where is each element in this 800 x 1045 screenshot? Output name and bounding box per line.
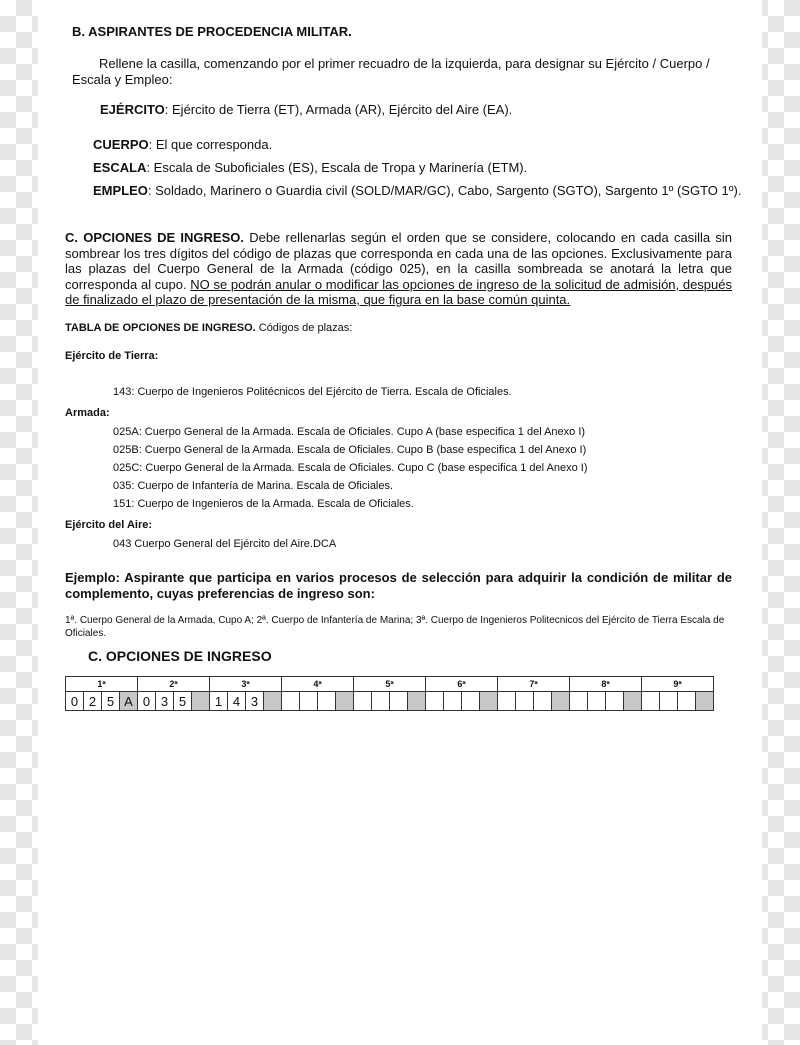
group-item: 035: Cuerpo de Infantería de Marina. Escala de Oficiales. bbox=[113, 480, 394, 492]
ejercito-line bbox=[100, 102, 512, 117]
cupo-letter-cell[interactable]: A bbox=[120, 692, 138, 711]
option-number: 3ª bbox=[210, 677, 282, 692]
opciones-form-title: C. OPCIONES DE INGRESO bbox=[88, 648, 272, 664]
group-item: 143: Cuerpo de Ingenieros Politécnicos del Ejército de Tierra. Escala de Oficiales. bbox=[113, 386, 512, 398]
group-item: 025B: Cuerpo General de la Armada. Escala de Oficiales. Cupo B (base especifica 1 del Anexo I) bbox=[113, 444, 587, 456]
group-item: 025C: Cuerpo General de la Armada. Escala de Oficiales. Cupo C (base especifica 1 del Anexo I) bbox=[113, 462, 588, 474]
digit-cell[interactable] bbox=[570, 692, 588, 711]
escala-line bbox=[93, 160, 527, 175]
tabla-subheading: Códigos de plazas: bbox=[255, 322, 353, 334]
ejercito-text: : Ejército de Tierra (ET), Armada (AR), Ejército del Aire (EA). bbox=[164, 102, 513, 117]
opciones-grid-header-row bbox=[66, 677, 714, 692]
cuerpo-text: : El que corresponda. bbox=[148, 137, 273, 152]
cupo-letter-cell[interactable] bbox=[552, 692, 570, 711]
group-name: Ejército de Tierra: bbox=[65, 350, 159, 362]
digit-cell[interactable] bbox=[588, 692, 606, 711]
digit-cell[interactable] bbox=[462, 692, 480, 711]
group-name: Armada: bbox=[65, 407, 110, 419]
tabla-heading: TABLA DE OPCIONES DE INGRESO. bbox=[65, 322, 256, 334]
digit-cell[interactable]: 0 bbox=[66, 692, 84, 711]
digit-cell[interactable]: 3 bbox=[246, 692, 264, 711]
cupo-letter-cell[interactable] bbox=[480, 692, 498, 711]
digit-cell[interactable]: 5 bbox=[102, 692, 120, 711]
ejercito-label: EJÉRCITO bbox=[100, 102, 165, 117]
digit-cell[interactable]: 2 bbox=[84, 692, 102, 711]
digit-cell[interactable]: 4 bbox=[228, 692, 246, 711]
digit-cell[interactable] bbox=[318, 692, 336, 711]
section-c-warning: NO se podrán anular o modificar las opciones de ingreso de la solicitud de admisión, después de finalizado el plazo de presentación de la misma, que figura en la base común quinta. bbox=[65, 276, 732, 307]
option-number: 5ª bbox=[354, 677, 426, 692]
digit-cell[interactable] bbox=[282, 692, 300, 711]
digit-cell[interactable] bbox=[498, 692, 516, 711]
empleo-line bbox=[93, 183, 743, 199]
digit-cell[interactable] bbox=[678, 692, 696, 711]
digit-cell[interactable]: 3 bbox=[156, 692, 174, 711]
section-c-text: Debe rellenarlas según el orden que se considere, colocando en cada casilla sin sombrear los tres dígitos del código de plazas que corresponda en cada una de las opciones. Exclusivamente para las plazas del Cuerpo General de la Armada (código 025), en la casilla sombreada se anotará la letra que corresponda al cupo. bbox=[65, 230, 732, 292]
option-number: 8ª bbox=[570, 677, 642, 692]
group-item: 043 Cuerpo General del Ejército del Aire.DCA bbox=[113, 538, 337, 550]
group-name: Ejército del Aire: bbox=[65, 519, 153, 531]
cupo-letter-cell[interactable] bbox=[336, 692, 354, 711]
escala-label: ESCALA bbox=[93, 160, 147, 175]
digit-cell[interactable] bbox=[372, 692, 390, 711]
option-number: 2ª bbox=[138, 677, 210, 692]
digit-cell[interactable] bbox=[426, 692, 444, 711]
digit-cell[interactable] bbox=[534, 692, 552, 711]
cuerpo-label: CUERPO bbox=[93, 137, 149, 152]
opciones-grid-cells-row bbox=[66, 692, 714, 711]
digit-cell[interactable] bbox=[642, 692, 660, 711]
section-b-intro: Rellene la casilla, comenzando por el primer recuadro de la izquierda, para designar su Ejército / Cuerpo / Escala y Empleo: bbox=[72, 56, 710, 87]
section-c-heading: C. OPCIONES DE INGRESO. bbox=[65, 230, 244, 245]
document-page bbox=[38, 0, 762, 1045]
tabla-heading-line bbox=[65, 322, 352, 334]
cupo-letter-cell[interactable] bbox=[408, 692, 426, 711]
group-item: 025A: Cuerpo General de la Armada. Escala de Oficiales. Cupo A (base especifica 1 del Anexo I) bbox=[113, 426, 586, 438]
digit-cell[interactable] bbox=[300, 692, 318, 711]
cupo-letter-cell[interactable] bbox=[192, 692, 210, 711]
cuerpo-line bbox=[93, 137, 272, 152]
ejemplo-text: 1ª. Cuerpo General de la Armada, Cupo A; 2ª. Cuerpo de Infantería de Marina; 3ª. Cuerpo de Ingenieros Politecnicos del Ejército de Tierra Escala de Oficiales. bbox=[65, 615, 725, 639]
section-b-heading: B. ASPIRANTES DE PROCEDENCIA MILITAR. bbox=[72, 24, 352, 39]
digit-cell[interactable] bbox=[660, 692, 678, 711]
digit-cell[interactable]: 1 bbox=[210, 692, 228, 711]
group-item: 151: Cuerpo de Ingenieros de la Armada. Escala de Oficiales. bbox=[113, 498, 414, 510]
empleo-text: : Soldado, Marinero o Guardia civil (SOLD/MAR/GC), Cabo, Sargento (SGTO), Sargento 1º (SGTO 1º). bbox=[147, 183, 742, 198]
digit-cell[interactable] bbox=[516, 692, 534, 711]
cupo-letter-cell[interactable] bbox=[624, 692, 642, 711]
digit-cell[interactable]: 0 bbox=[138, 692, 156, 711]
digit-cell[interactable] bbox=[354, 692, 372, 711]
digit-cell[interactable] bbox=[606, 692, 624, 711]
option-number: 7ª bbox=[498, 677, 570, 692]
digit-cell[interactable] bbox=[390, 692, 408, 711]
option-number: 4ª bbox=[282, 677, 354, 692]
digit-cell[interactable]: 5 bbox=[174, 692, 192, 711]
section-c-paragraph bbox=[65, 230, 732, 308]
digit-cell[interactable] bbox=[444, 692, 462, 711]
option-number: 6ª bbox=[426, 677, 498, 692]
ejemplo-heading: Ejemplo: Aspirante que participa en varios procesos de selección para adquirir la condición de militar de complemento, cuyas preferencias de ingreso son: bbox=[65, 570, 732, 601]
option-number: 1ª bbox=[66, 677, 138, 692]
opciones-grid bbox=[65, 676, 714, 711]
escala-text: : Escala de Suboficiales (ES), Escala de Tropa y Marinería (ETM). bbox=[146, 160, 528, 175]
option-number: 9ª bbox=[642, 677, 714, 692]
cupo-letter-cell[interactable] bbox=[696, 692, 714, 711]
cupo-letter-cell[interactable] bbox=[264, 692, 282, 711]
empleo-label: EMPLEO bbox=[93, 183, 148, 198]
